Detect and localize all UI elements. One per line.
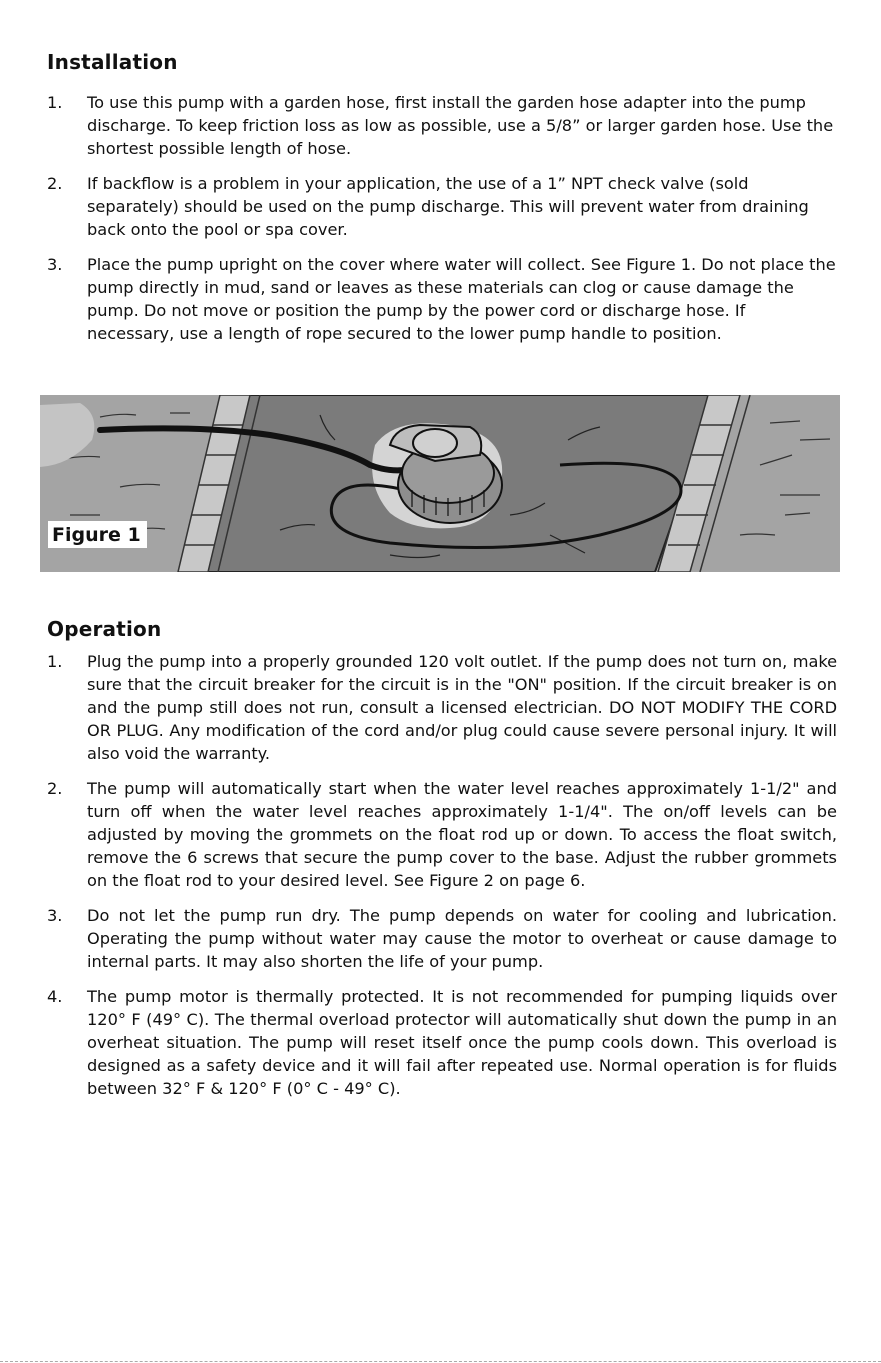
list-item xyxy=(47,172,837,241)
list-item xyxy=(47,904,837,973)
step-text: Place the pump upright on the cover where water will collect. See Figure 1. Do not place the pump directly in mud, sand or leaves as these materials can clog or cause damage the pump. Do not move or position the pump by the power cord or discharge hose. If necessary, use a length of rope secured to the lower pump handle to position. xyxy=(87,255,836,343)
step-text: If backflow is a problem in your application, the use of a 1” NPT check valve (sold separately) should be used on the pump discharge. This will prevent water from draining back onto the pool or spa cover. xyxy=(87,174,809,239)
installation-heading: Installation xyxy=(47,50,178,74)
list-item xyxy=(47,253,837,345)
step-number: 4. xyxy=(47,987,63,1006)
step-text: The pump will automatically start when the water level reaches approximately 1-1/2" and turn off when the water level reaches approximately 1-1/4". The on/off levels can be adjusted by moving the grommets on the float rod up or down. To access the float switch, remove the 6 screws that secure the pump cover to the base. Adjust the rubber grommets on the float rod to your desired level. See Figure 2 on page 6. xyxy=(87,779,837,890)
installation-steps xyxy=(47,91,837,357)
list-item xyxy=(47,777,837,892)
step-number: 1. xyxy=(47,652,63,671)
operation-heading: Operation xyxy=(47,617,162,641)
figure-label: Figure 1 xyxy=(48,521,147,548)
step-text: Do not let the pump run dry. The pump depends on water for cooling and lubrication. Operating the pump without water may cause the motor to overheat or cause damage to internal parts. It may also shorten the life of your pump. xyxy=(87,906,837,971)
list-item xyxy=(47,650,837,765)
pump-on-cover-drawing xyxy=(40,395,840,572)
step-number: 2. xyxy=(47,779,63,798)
step-number: 1. xyxy=(47,93,63,112)
page-bottom-rule xyxy=(0,1361,881,1362)
operation-steps xyxy=(47,650,837,1112)
step-number: 3. xyxy=(47,255,63,274)
step-number: 3. xyxy=(47,906,63,925)
figure-1-illustration xyxy=(40,395,840,572)
step-text: To use this pump with a garden hose, first install the garden hose adapter into the pump discharge. To keep friction loss as low as possible, use a 5/8” or larger garden hose. Use the shortest possible length of hose. xyxy=(87,93,834,158)
step-text: Plug the pump into a properly grounded 120 volt outlet. If the pump does not turn on, make sure that the circuit breaker for the circuit is in the "ON" position. If the circuit breaker is on and the pump still does not run, consult a licensed electrician. DO NOT MODIFY THE CORD OR PLUG. Any modification of the cord and/or plug could cause severe personal injury. It will also void the warranty. xyxy=(87,652,837,763)
step-text: The pump motor is thermally protected. It is not recommended for pumping liquids over 120° F (49° C). The thermal overload protector will automatically shut down the pump in an overheat situation. The pump will reset itself once the pump cools down. This overload is designed as a safety device and it will fail after repeated use. Normal operation is for fluids between 32° F & 120° F (0° C - 49° C). xyxy=(87,987,837,1098)
step-number: 2. xyxy=(47,174,63,193)
list-item xyxy=(47,985,837,1100)
list-item xyxy=(47,91,837,160)
